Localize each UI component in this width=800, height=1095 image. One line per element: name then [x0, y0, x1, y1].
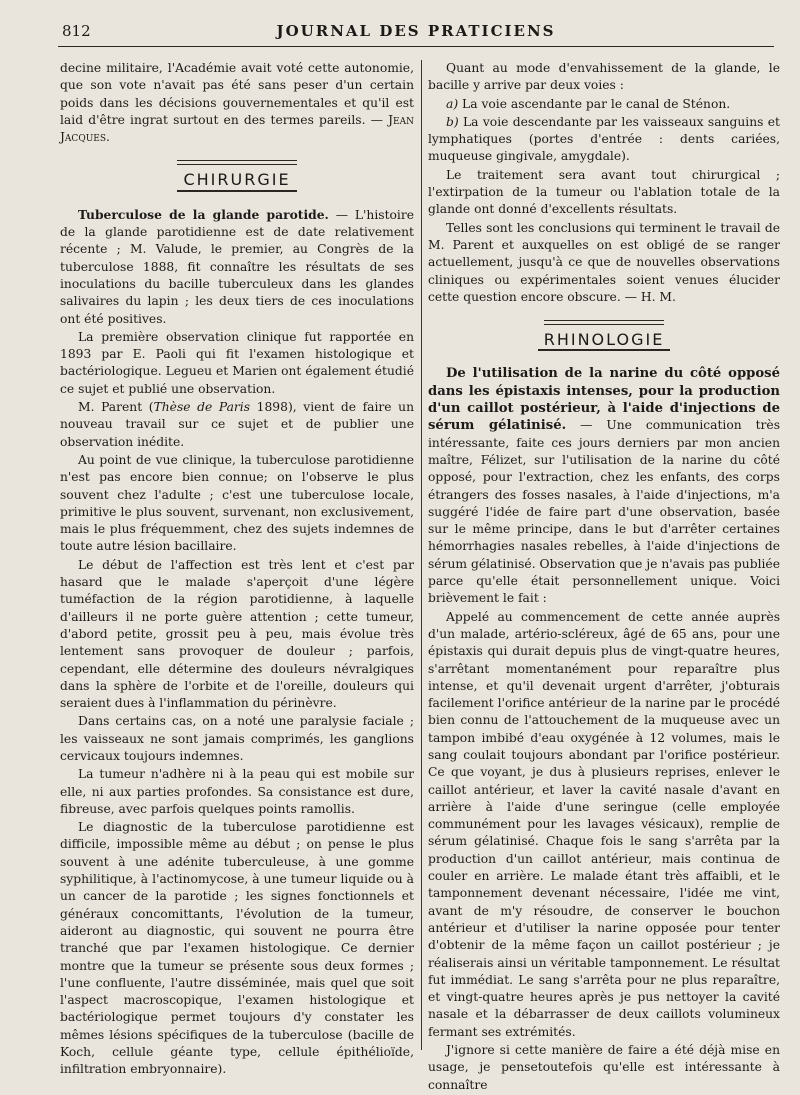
- section-title: RHINOLOGIE: [538, 329, 671, 351]
- journal-title: JOURNAL DES PRATICIENS: [276, 22, 556, 40]
- article-lead-text: — Une communication très intéressante, faite ces jours derniers par mon ancien maître, Félizet, sur l'utilisation de la narine du côté opposé, pour l'extraction, chez les enfants, des corps étrangers des fosses nasales, à l'aide d'injections, m'a suggéré l'idée de faire part d'une observation, basée sur le même principe, dans le but d'arrêter certaines hémorrhagies nasales rebelles, à l'aide d'injections de sérum gélatinisé. Observation que je n'avais pas publiée parce qu'elle était personnellement unique. Voici brièvement le fait :: [428, 418, 781, 606]
- paragraph: La tumeur n'adhère ni à la peau qui est mobile sur elle, ni aux parties profondes. Sa consistance est dure, fibreuse, avec parfois quelques points ramollis.: [60, 767, 414, 816]
- article-title: Tuberculose de la glande parotide.: [78, 206, 329, 222]
- text-run: M. Parent (: [78, 400, 154, 415]
- section-heading-chirurgie: [60, 160, 414, 191]
- paragraph: La première observation clinique fut rapportée en 1893 par E. Paoli qui fit l'examen histologique et bactériologique. Legueu et Marien ont également étudié ce sujet et publié une observation.: [60, 329, 414, 396]
- section-rule: [544, 320, 664, 325]
- column-divider: [421, 60, 422, 1050]
- paragraph: Le diagnostic de la tuberculose parotidienne est difficile, impossible même au début ; on pense le plus souvent à une adénite tuberculeuse, à une gomme syphilitique, à l'actinomycose, à une tumeur liquide ou à un cancer de la parotide ; les signes fonctionnels et généraux concomittants, l'évolution de la tumeur, aideront au diagnostic, qui souvent ne pourra être tranché que par l'examen histologique. Ce dernier montre que la tumeur se présente sous deux formes ; l'une confluente, l'autre disséminée, mais quel que soit l'aspect macroscopique, l'examen histologique et bactériologique permet toujours d'y constater les mêmes lésions spécifiques de la tuberculose (bacille de Koch, cellule géante type, cellule épithélioïde, infiltration embryonnaire).: [60, 820, 414, 1077]
- paragraph: [60, 399, 414, 451]
- page-number: 812: [62, 22, 91, 40]
- right-column: [428, 60, 780, 1095]
- page-header: [58, 20, 774, 47]
- intro-text: decine militaire, l'Académie avait voté cette autonomie, que son vote n'avait pas été sans peser d'un certain poids dans les décisions gouvernementales et qu'il est laid d'être ingrat surtout en des termes pareils. —: [60, 61, 414, 127]
- paragraph: Appelé au commencement de cette année auprès d'un malade, artério-scléreux, âgé de 65 ans, pour une épistaxis qui durait depuis plus de vingt-quatre heures, s'arrêtant momentanément pour reparaître plus intense, et qu'il devenait urgent d'arrêter, j'obturais facilement l'orifice antérieur de la narine par le procédé bien connu de l'attouchement de la muqueuse avec un tampon imbibé d'eau oxygénée à 12 volumes, mais le sang coulait toujours abondant par l'orifice postérieur. Ce que voyant, je dus à plusieurs reprises, enlever le caillot antérieur, et laver la cavité nasale d'avant en arrière à l'aide d'une seringue (celle employée communément pour les lavages vésicaux), remplie de sérum gélatinisé. Chaque fois le sang s'arrêta par la production d'un caillot antérieur, mais continua de couler en arrière. Le malade étant très affaibli, et le tamponnement devenant nécessaire, l'idée me vint, avant de m'y résoudre, de conserver le bouchon antérieur et d'utiliser la narine opposée pour tenter d'obtenir de la même façon un caillot postérieur ; je réaliserais ainsi un véritable tamponnement. Le résultat fut immédiat. Le sang s'arrêta pour ne plus reparaître, et vingt-quatre heures après je pus nettoyer la cavité nasale et la débarrasser de deux caillots volumineux fermant ses extrémités.: [428, 609, 780, 1039]
- paragraph: Le traitement sera avant tout chirurgical ; l'extirpation de la tumeur ou l'ablation totale de la glande ont donné d'excellents résultats.: [428, 167, 780, 217]
- intro-paragraph: [60, 60, 414, 146]
- article-title: De l'utilisation de la narine du côté opposé dans les épistaxis intenses, pour la production d'un caillot postérieur, à l'aide d'injections de sérum gélatinisé.: [428, 366, 780, 434]
- thesis-citation: Thèse de Paris: [153, 400, 251, 415]
- list-item: [428, 114, 780, 166]
- paragraph: Quant au mode d'envahissement de la glande, le bacille y arrive par deux voies :: [428, 61, 780, 93]
- article-lead-paragraph: [60, 206, 414, 328]
- left-column: [60, 60, 414, 1080]
- list-label: a): [446, 96, 459, 111]
- list-label: b): [446, 114, 459, 129]
- intro-signature: Jean Jacques.: [60, 112, 414, 145]
- list-text: La voie descendante par les vaisseaux sanguins et lymphatiques (portes d'entrée : dents cariées, muqueuse gingivale, amygdale).: [428, 114, 780, 164]
- article-lead-paragraph: [428, 365, 780, 607]
- paragraph: Au point de vue clinique, la tuberculose parotidienne n'est pas encore bien connue; on l'observe le plus souvent chez l'adulte ; c'est une tuberculose locale, primitive le plus souvent, survenant, non exclusivement, mais le plus fréquemment, chez des sujets indemnes de toute autre lésion bacillaire.: [60, 452, 414, 554]
- list-item: [428, 96, 780, 113]
- list-text: La voie ascendante par le canal de Sténon.: [458, 96, 731, 111]
- text-run: 1898), vient de faire un nouveau travail sur ce sujet et de publier une observation inédite.: [60, 400, 414, 449]
- section-rule: [177, 160, 297, 165]
- section-title: CHIRURGIE: [177, 169, 296, 191]
- paragraph: J'ignore si cette manière de faire a été déjà mise en usage, je pensetoutefois qu'elle est intéressante à connaître: [428, 1043, 780, 1092]
- paragraph: Le début de l'affection est très lent et c'est par hasard que le malade s'aperçoit d'une légère tuméfaction de la région parotidienne, à laquelle d'ailleurs il ne porte guère attention ; cette tumeur, d'abord petite, grossit peu à peu, mais évolue très lentement sans provoquer de douleur ; parfois, cependant, elle détermine des douleurs névralgiques dans la sphère de l'orbite et de l'oreille, douleurs qui seraient dues à l'inflammation du périnèvre.: [60, 557, 414, 711]
- section-heading-rhinologie: [428, 320, 780, 351]
- paragraph: Dans certains cas, on a noté une paralysie faciale ; les vaisseaux ne sont jamais comprimés, les ganglions cervicaux toujours indemnes.: [60, 714, 414, 763]
- paragraph: Telles sont les conclusions qui terminent le travail de M. Parent et auxquelles on est obligé de se ranger actuellement, jusqu'à ce que de nouvelles observations cliniques ou expérimentales soient venues élucider cette question encore obscure. — H. M.: [428, 220, 780, 304]
- article-lead-text: — L'histoire de la glande parotidienne est de date relativement récente ; M. Valude, le premier, au Congrès de la tuberculose 1888, fit connaître les résultats de ses inoculations du bacille tuberculeux dans les glandes salivaires du lapin ; les deux tiers de ces inoculations ont été positives.: [60, 207, 414, 326]
